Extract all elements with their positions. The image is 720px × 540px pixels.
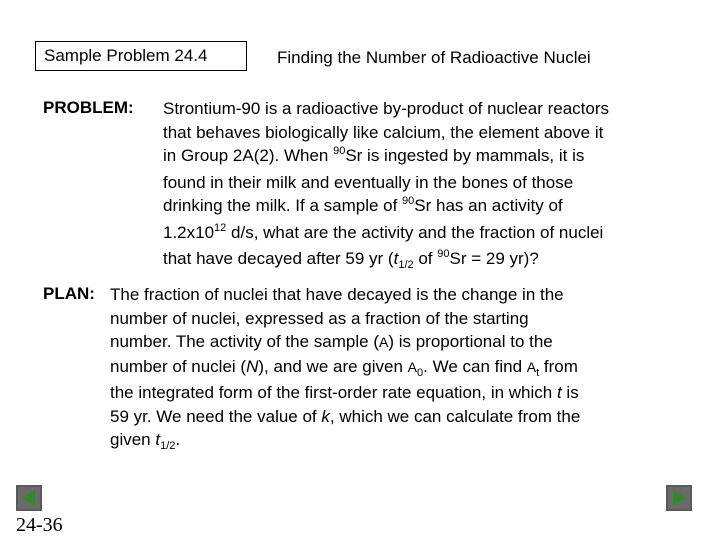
next-slide-button[interactable] (666, 485, 692, 511)
plan-text (110, 283, 580, 455)
plan-label: PLAN: (43, 284, 95, 303)
plan-line: the integrated form of the first-order rate equation, in which t is (110, 383, 579, 402)
plan-line: The fraction of nuclei that have decayed is the change in the (110, 285, 564, 304)
slide-number: 24-36 (16, 514, 63, 536)
problem-line: that behaves biologically like calcium, the element above it (163, 122, 604, 142)
problem-line: that have decayed after 59 yr ($t_{1/2}$ of $^{90}$Sr = 29 yr)? (163, 248, 539, 271)
sample-problem-box (35, 41, 247, 71)
problem-line: $1.2x10^{12}$ d/s, what are the activity and the fraction of nuclei (163, 221, 604, 242)
page-title: Finding the Number of Radioactive Nuclei (277, 48, 591, 67)
plan-line: 59 yr. We need the value of k, which we can calculate from the (110, 406, 581, 426)
problem-line: found in their milk and eventually in the bones of those (163, 172, 574, 192)
plan-line: number of nuclei (N), and we are given $A_0$. We can find $A_t$ from (110, 356, 578, 379)
plan-line: number. The activity of the sample (A) is proportional to the (110, 332, 553, 351)
triangle-right-icon (670, 489, 688, 507)
problem-line: in Group 2A(2). When $^{90}$Sr is ingested by mammals, it is (163, 145, 585, 165)
problem-text (163, 97, 609, 274)
problem-label: PROBLEM: (43, 98, 134, 117)
problem-line: drinking the milk. If a sample of $^{90}$Sr has an activity of (163, 195, 563, 215)
previous-slide-button[interactable] (16, 485, 42, 511)
sample-problem-label: Sample Problem 24.4 (44, 46, 208, 65)
problem-line: Strontium-90 is a radioactive by-product of nuclear reactors (163, 99, 609, 118)
triangle-left-icon (20, 489, 38, 507)
plan-line: number of nuclei, expressed as a fraction of the starting (110, 308, 529, 328)
plan-line: given $t_{1/2}$. (110, 430, 181, 452)
